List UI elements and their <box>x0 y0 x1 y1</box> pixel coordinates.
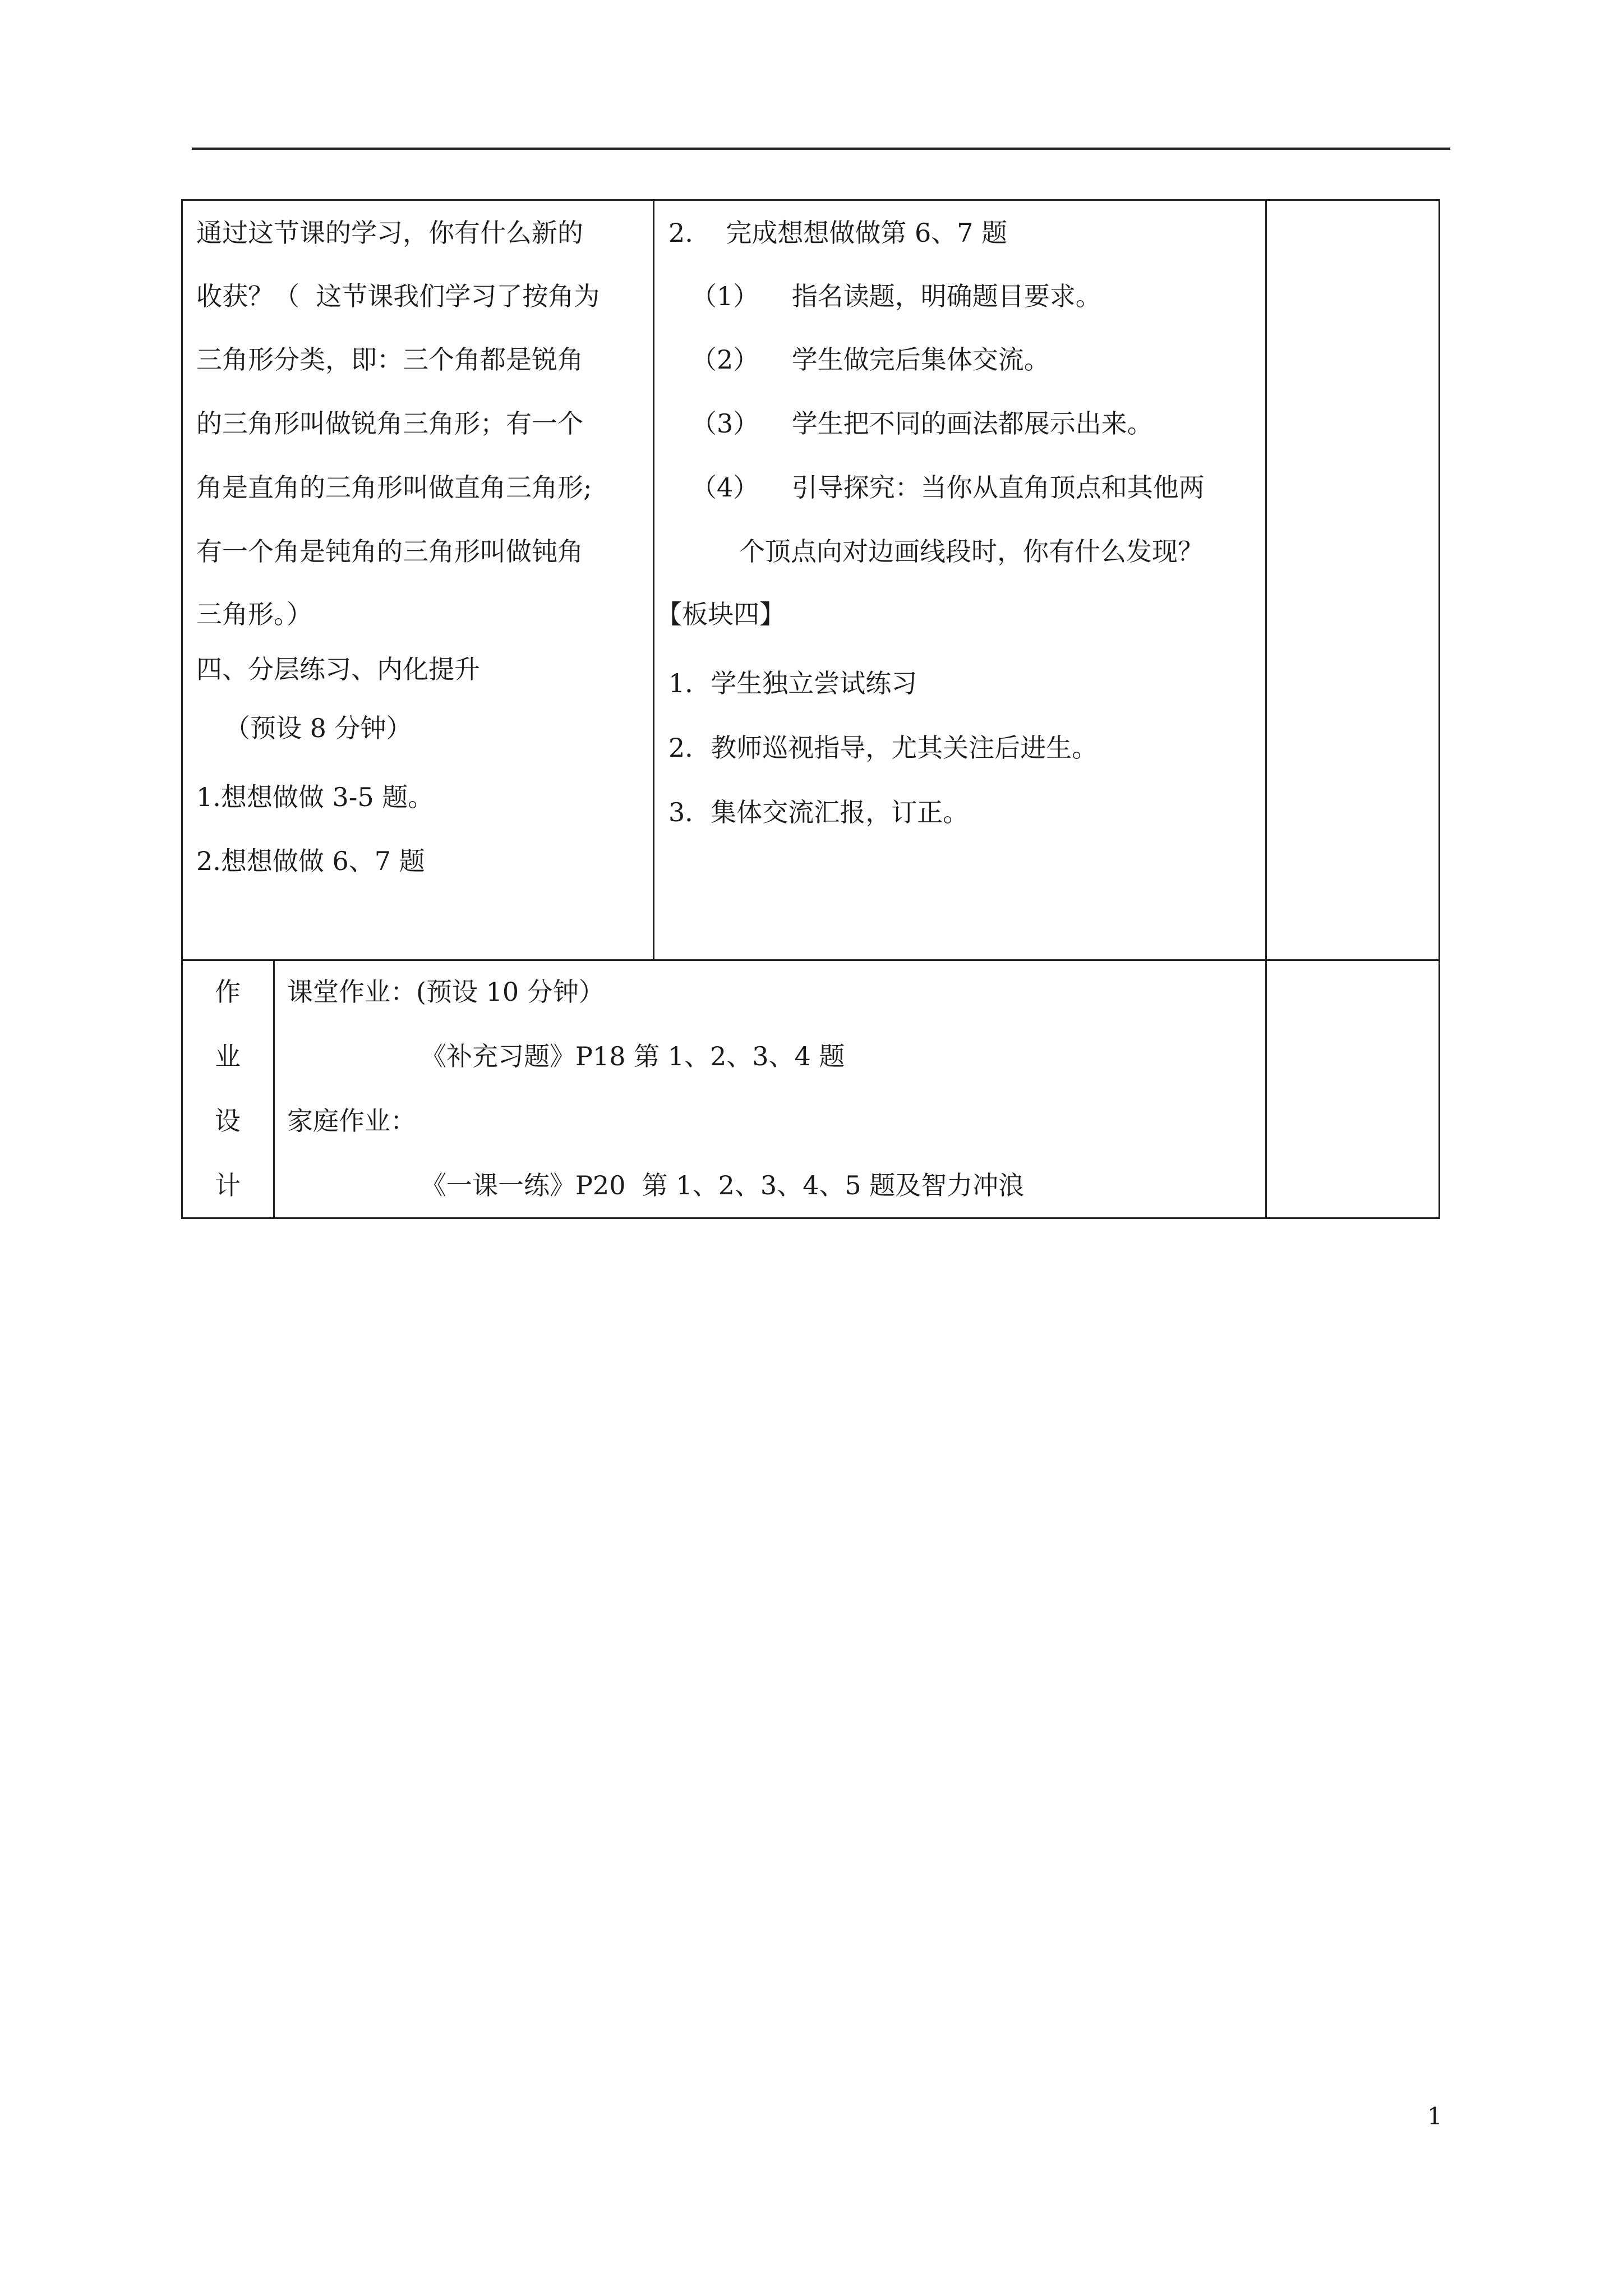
exercise-2: 2.想想做做 6、7 题 <box>196 846 425 876</box>
left-line-7: 三角形。） <box>196 599 312 629</box>
middle-line-2: （1） 指名读题，明确题目要求。 <box>691 281 1101 311</box>
homework-label-char-3: 设 <box>215 1106 241 1136</box>
middle-line-5: （4） 引导探究：当你从直角顶点和其他两 <box>691 472 1205 503</box>
middle-line-10: 3．集体交流汇报，订正。 <box>668 797 969 827</box>
block-heading: 【板块四】 <box>656 599 785 629</box>
homework-label-char-2: 业 <box>215 1041 241 1071</box>
divider-middle-right <box>1265 201 1267 1217</box>
middle-line-8: 1．学生独立尝试练习 <box>668 668 917 698</box>
divider-left-middle <box>653 201 654 959</box>
left-line-5: 角是直角的三角形叫做直角三角形; <box>196 472 592 503</box>
left-line-2: 收获？（ 这节课我们学习了按角为 <box>196 281 600 311</box>
left-line-6: 有一个角是钝角的三角形叫做钝角 <box>196 536 583 567</box>
left-line-4: 的三角形叫做锐角三角形；有一个 <box>196 408 583 439</box>
middle-line-9: 2．教师巡视指导，尤其关注后进生。 <box>668 733 1098 763</box>
classwork-heading: 课堂作业：(预设 10 分钟） <box>287 977 605 1007</box>
section-time: （预设 8 分钟） <box>224 713 412 743</box>
exercise-1: 1.想想做做 3-5 题。 <box>196 782 434 812</box>
classwork-item: 《补充习题》P18 第 1、2、3、4 题 <box>421 1041 845 1071</box>
left-line-1: 通过这节课的学习，你有什么新的 <box>196 218 583 248</box>
middle-line-4: （3） 学生把不同的画法都展示出来。 <box>691 408 1153 439</box>
middle-line-6: 个顶点向对边画线段时，你有什么发现？ <box>739 536 1204 567</box>
row-divider <box>183 959 1438 961</box>
divider-homework-label <box>273 959 275 1217</box>
middle-line-1: 2. 完成想想做做第 6、7 题 <box>668 218 1008 248</box>
homework-label-char-1: 作 <box>215 977 241 1007</box>
page-number: 1 <box>1427 2102 1442 2130</box>
left-line-3: 三角形分类，即：三个角都是锐角 <box>196 344 583 375</box>
section-heading: 四、分层练习、内化提升 <box>196 654 480 684</box>
homework-heading: 家庭作业： <box>287 1106 416 1136</box>
middle-line-3: （2） 学生做完后集体交流。 <box>691 344 1050 375</box>
header-rule <box>192 148 1450 150</box>
homework-label-char-4: 计 <box>215 1170 241 1200</box>
homework-item: 《一课一练》P20 第 1、2、3、4、5 题及智力冲浪 <box>421 1170 1025 1200</box>
